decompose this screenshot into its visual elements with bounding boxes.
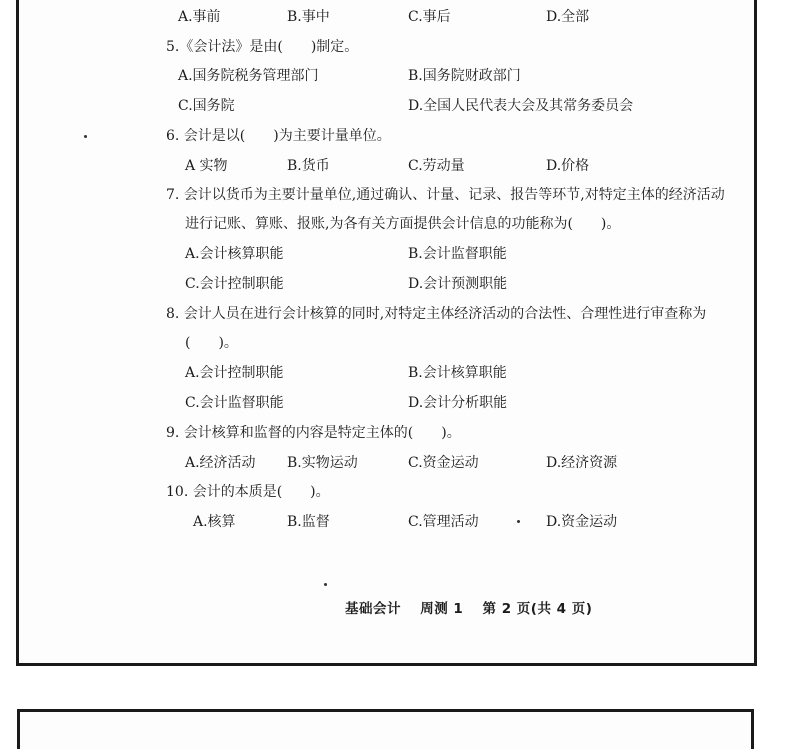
next-exam-page — [17, 709, 754, 749]
option-d: D.全部 — [546, 9, 590, 25]
option-b: B.会计核算职能 — [408, 365, 507, 381]
option-d: D.会计预测职能 — [408, 276, 508, 292]
option-c: C.管理活动 — [408, 514, 479, 530]
option-c: C.国务院 — [178, 98, 235, 114]
option-a: A.事前 — [178, 9, 221, 25]
option-d: D.价格 — [546, 158, 590, 174]
speck — [517, 520, 520, 523]
option-c: C.劳动量 — [408, 158, 465, 174]
option-b: B.实物运动 — [287, 455, 358, 471]
question-text: 9. 会计核算和监督的内容是特定主体的( )。 — [166, 425, 461, 441]
option-c: C.事后 — [408, 9, 451, 25]
option-d: D.全国人民代表大会及其常务委员会 — [408, 98, 634, 114]
option-d: D.资金运动 — [546, 514, 618, 530]
footer-test: 周测 1 — [420, 601, 464, 617]
question-text: 10. 会计的本质是( )。 — [166, 484, 330, 500]
speck — [324, 583, 327, 586]
option-a: A.会计核算职能 — [185, 246, 284, 262]
bleed-through-text — [470, 8, 509, 27]
option-b: B.货币 — [287, 158, 330, 174]
option-b: B.事中 — [287, 9, 330, 25]
option-d: D.经济资源 — [546, 455, 618, 471]
option-d: D.会计分析职能 — [408, 395, 508, 411]
option-c: C.会计监督职能 — [185, 395, 284, 411]
option-b: B.国务院财政部门 — [408, 68, 521, 84]
option-a: A.经济活动 — [185, 455, 256, 471]
option-c: C.资金运动 — [408, 455, 479, 471]
option-a: A.会计控制职能 — [185, 365, 284, 381]
option-c: C.会计控制职能 — [185, 276, 284, 292]
page-footer — [345, 597, 606, 617]
speck — [84, 135, 87, 138]
option-a: A.国务院税务管理部门 — [178, 68, 319, 84]
option-a: A.核算 — [193, 514, 236, 530]
question-text-line-2: 进行记账、算账、报账,为各有关方面提供会计信息的功能称为( )。 — [185, 216, 621, 232]
footer-page-number: 第 2 页(共 4 页) — [482, 601, 593, 617]
option-b: B.监督 — [287, 514, 330, 530]
question-text-line-1: 7. 会计以货币为主要计量单位,通过确认、计量、记录、报告等环节,对特定主体的经济活动 — [166, 187, 725, 203]
question-text: 6. 会计是以( )为主要计量单位。 — [166, 128, 391, 144]
option-a: A 实物 — [185, 158, 228, 174]
question-text-line-2: ( )。 — [185, 335, 238, 351]
exam-page — [16, 0, 757, 666]
option-b: B.会计监督职能 — [408, 246, 507, 262]
question-text-line-1: 8. 会计人员在进行会计核算的同时,对特定主体经济活动的合法性、合理性进行审查称为 — [166, 306, 707, 322]
footer-subject: 基础会计 — [345, 601, 401, 617]
question-text: 5.《会计法》是由( )制定。 — [166, 39, 359, 55]
